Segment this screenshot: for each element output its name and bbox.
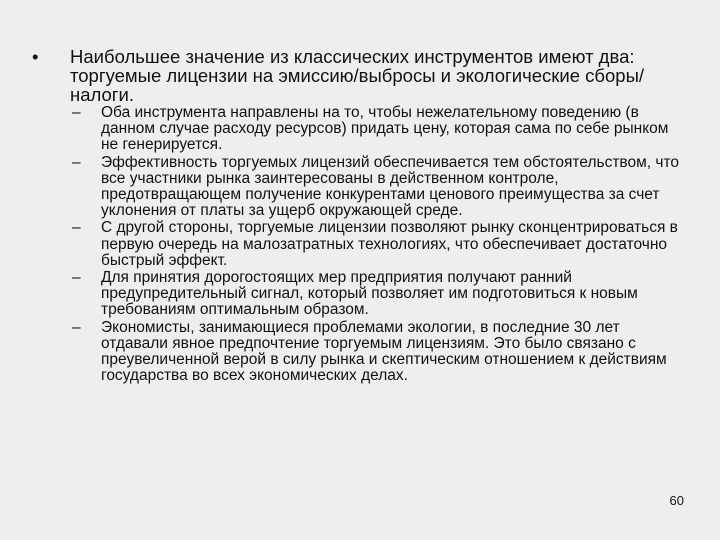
sub-point-text: Эффективность торгуемых лицензий обеспечивается тем обстоятельством, что все участники рынка заинтересованы в действенном контроле, предотвращающем получение конкурентами ценового преимущества за счет уклонения от платы за ущерб окружающей среде. [101,153,679,220]
sub-point [72,320,692,385]
sub-point-text: Экономисты, занимающиеся проблемами экологии, в последние 30 лет отдавали явное предпочтение торгуемым лицензиям. Это было связано с преувеличенной верой в силу рынка и скептическим отношением к действиям государства во всех экономических делах. [101,318,667,385]
sub-points-list [72,105,692,385]
dash-marker: – [72,219,81,237]
sub-point [72,105,692,154]
sub-point-text: Для принятия дорогостоящих мер предприятия получают ранний предупредительный сигнал, который позволяет им подготовиться к новым требованиям оптимальным образом. [101,269,638,319]
bullet-marker: • [32,46,39,67]
sub-point [72,220,692,269]
dash-marker: – [72,318,81,336]
dash-marker: – [72,104,81,121]
dash-marker: – [72,153,81,171]
sub-point [72,270,692,319]
sub-point-text: С другой стороны, торгуемые лицензии позволяют рынку сконцентрироваться в первую очередь на малозатратных технологиях, что обеспечивает достаточно быстрый эффект. [101,219,678,269]
sub-point-text: Оба инструмента направлены на то, чтобы нежелательному поведению (в данном случае расходу ресурсов) придать цену, которая сама по себе рынком не генерируется. [101,104,669,154]
page-number: 60 [669,493,684,508]
main-point-text: Наибольшее значение из классических инструментов имеют два: торгуемые лицензии на эмиссию/выбросы и экологические сборы/налоги. [70,46,645,105]
dash-marker: – [72,269,81,287]
sub-point [72,155,692,220]
main-bullet-point [30,47,690,104]
